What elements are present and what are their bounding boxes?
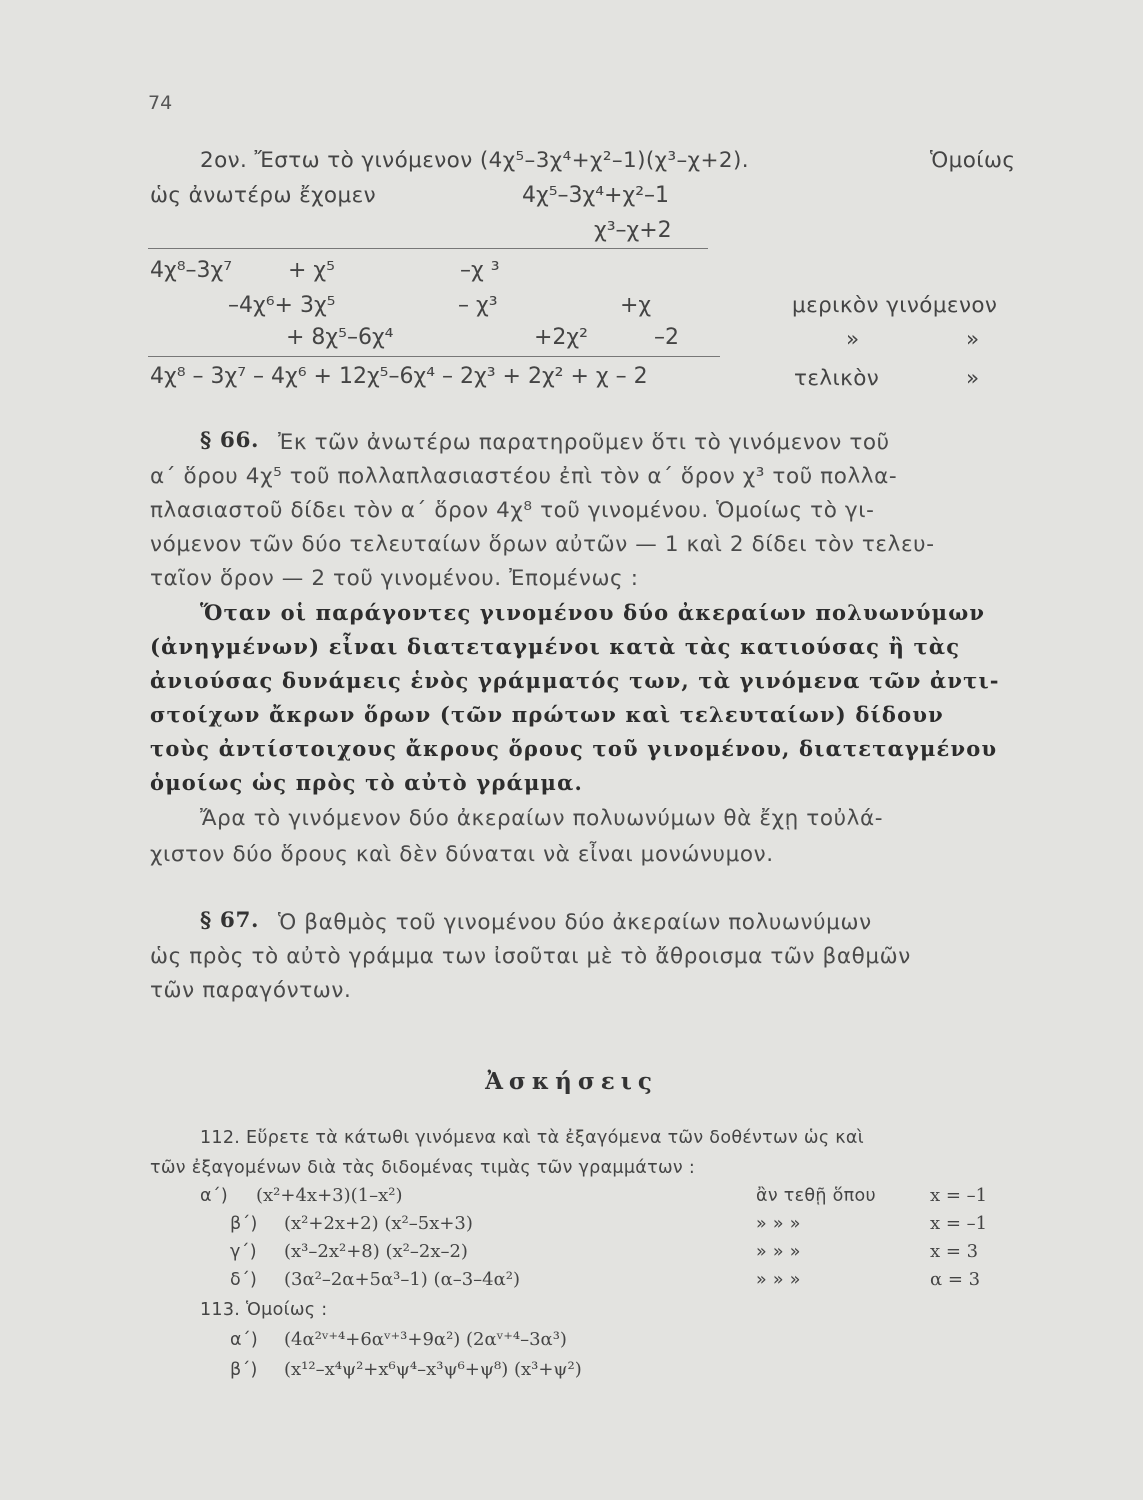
multiplier: χ³–χ+2: [594, 218, 672, 243]
section-66-line: ταῖον ὅρον — 2 τοῦ γινομένου. Ἐπομένως :: [150, 566, 639, 591]
example-intro-line1-end: Ὁμοίως: [930, 148, 1016, 173]
exercise-item-expression: (x³–2x²+8) (x²–2x–2): [284, 1241, 468, 1262]
section-67-line: τῶν παραγόντων.: [150, 978, 352, 1003]
section-66-line: πλασιαστοῦ δίδει τὸν α΄ ὅρον 4χ⁸ τοῦ γινομένου. Ὁμοίως τὸ γι-: [150, 498, 875, 523]
section-66-line: Ἐκ τῶν ἀνωτέρω παρατηροῦμεν ὅτι τὸ γινόμενον τοῦ: [278, 430, 890, 455]
exercise-item-expression: (x²+2x+2) (x²–5x+3): [284, 1213, 473, 1234]
exercise-item-condition: ἂν τεθῇ ὅπου: [756, 1186, 876, 1206]
final-product-label: τελικὸν: [794, 366, 880, 391]
rule-statement-line: (ἀνηγμένων) εἶναι διατεταγμένοι κατὰ τὰς κατιούσας ἢ τὰς: [150, 634, 961, 659]
partial-row-2-term4: +χ: [620, 293, 652, 318]
section-67-line: ὡς πρὸς τὸ αὐτὸ γράμμα των ἰσοῦται μὲ τὸ ἄθροισμα τῶν βαθμῶν: [150, 944, 911, 969]
exercise-item-condition: » » »: [756, 1242, 801, 1262]
exercise-item-expression: (x²+4x+3)(1–x²): [256, 1185, 403, 1206]
sum-rule: [148, 356, 720, 357]
exercise-item-expression: (4α²ᵛ⁺⁴+6αᵛ⁺³+9α²) (2αᵛ⁺⁴–3α³): [284, 1329, 567, 1350]
section-66-closing-line: χιστον δύο ὅρους καὶ δὲν δύναται νὰ εἶναι μονώνυμον.: [150, 842, 774, 867]
exercise-item-condition: » » »: [756, 1214, 801, 1234]
ditto-mark-1: »: [846, 327, 860, 352]
rule-statement-line: στοίχων ἄκρων ὅρων (τῶν πρώτων καὶ τελευταίων) δίδουν: [150, 702, 944, 727]
partial-row-1-term3: –χ ³: [460, 258, 500, 283]
exercise-item-label: β΄): [230, 1360, 258, 1380]
example-intro-line1: 2ον. Ἔστω τὸ γινόμενον (4χ⁵–3χ⁴+χ²–1)(χ³–χ+2).: [200, 148, 749, 173]
exercise-112-line: τῶν ἐξαγομένων διὰ τὰς διδομένας τιμὰς τῶν γραμμάτων :: [150, 1158, 696, 1178]
exercise-item-expression: (x¹²–x⁴ψ²+x⁶ψ⁴–x³ψ⁶+ψ⁸) (x³+ψ²): [284, 1359, 582, 1380]
exercise-item-value: x = 3: [930, 1241, 979, 1262]
partial-row-2-term1: –4χ⁶+ 3χ⁵: [228, 293, 336, 318]
exercise-item-value: x = –1: [930, 1213, 988, 1234]
section-67-line: Ὁ βαθμὸς τοῦ γινομένου δύο ἀκεραίων πολυωνύμων: [278, 910, 872, 935]
exercise-item-value: x = –1: [930, 1185, 988, 1206]
exercise-112-line: 112. Εὕρετε τὰ κάτωθι γινόμενα καὶ τὰ ἐξαγόμενα τῶν δοθέντων ὡς καὶ: [200, 1128, 864, 1148]
partial-row-1-term2: + χ⁵: [288, 258, 335, 283]
section-67-number: § 67.: [200, 908, 260, 933]
rule-statement-line: ἀνιούσας δυνάμεις ἑνὸς γράμματός των, τὰ γινόμενα τῶν ἀντι-: [150, 668, 1000, 693]
exercise-item-label: δ΄): [230, 1270, 258, 1290]
multiplication-rule: [148, 248, 708, 249]
exercise-113-title: 113. Ὁμοίως :: [200, 1300, 328, 1320]
exercise-item-label: β΄): [230, 1214, 258, 1234]
exercise-item-expression: (3α²–2α+5α³–1) (α–3–4α²): [284, 1269, 521, 1290]
partial-row-1-term1: 4χ⁸–3χ⁷: [150, 258, 233, 283]
rule-statement-line: ὁμοίως ὡς πρὸς τὸ αὐτὸ γράμμα.: [150, 770, 584, 795]
exercises-title: Ἀσκήσεις: [485, 1068, 658, 1095]
rule-statement-line: Ὅταν οἱ παράγοντες γινομένου δύο ἀκεραίων πολυωνύμων: [200, 600, 986, 625]
partial-row-3-term1: + 8χ⁵–6χ⁴: [286, 325, 394, 350]
section-66-number: § 66.: [200, 428, 260, 453]
exercise-item-label: α΄): [230, 1330, 259, 1350]
partial-row-3-term4: –2: [654, 325, 679, 350]
exercise-item-label: γ΄): [230, 1242, 257, 1262]
example-intro-line2: ὡς ἀνωτέρω ἔχομεν: [150, 183, 376, 208]
final-product: 4χ⁸ – 3χ⁷ – 4χ⁶ + 12χ⁵–6χ⁴ – 2χ³ + 2χ² + χ – 2: [150, 364, 648, 389]
ditto-mark-2: »: [966, 327, 980, 352]
partial-product-label: μερικὸν γινόμενον: [792, 293, 998, 318]
final-ditto-mark: »: [966, 366, 980, 391]
section-66-line: α΄ ὅρου 4χ⁵ τοῦ πολλαπλασιαστέου ἐπὶ τὸν α΄ ὅρον χ³ τοῦ πολλα-: [150, 464, 898, 489]
section-66-line: νόμενον τῶν δύο τελευταίων ὅρων αὐτῶν — 1 καὶ 2 δίδει τὸν τελευ-: [150, 532, 935, 557]
rule-statement-line: τοὺς ἀντίστοιχους ἄκρους ὅρους τοῦ γινομένου, διατεταγμένου: [150, 736, 998, 761]
partial-row-3-term3: +2χ²: [534, 325, 588, 350]
section-66-closing-line: Ἄρα τὸ γινόμενον δύο ἀκεραίων πολυωνύμων θὰ ἔχῃ τοὐλά-: [200, 806, 884, 831]
exercise-item-label: α΄): [200, 1186, 229, 1206]
exercise-item-condition: » » »: [756, 1270, 801, 1290]
multiplicand: 4χ⁵–3χ⁴+χ²–1: [522, 183, 670, 208]
partial-row-2-term3: – χ³: [458, 293, 498, 318]
page-number: 74: [148, 92, 173, 114]
exercise-item-value: α = 3: [930, 1269, 981, 1290]
